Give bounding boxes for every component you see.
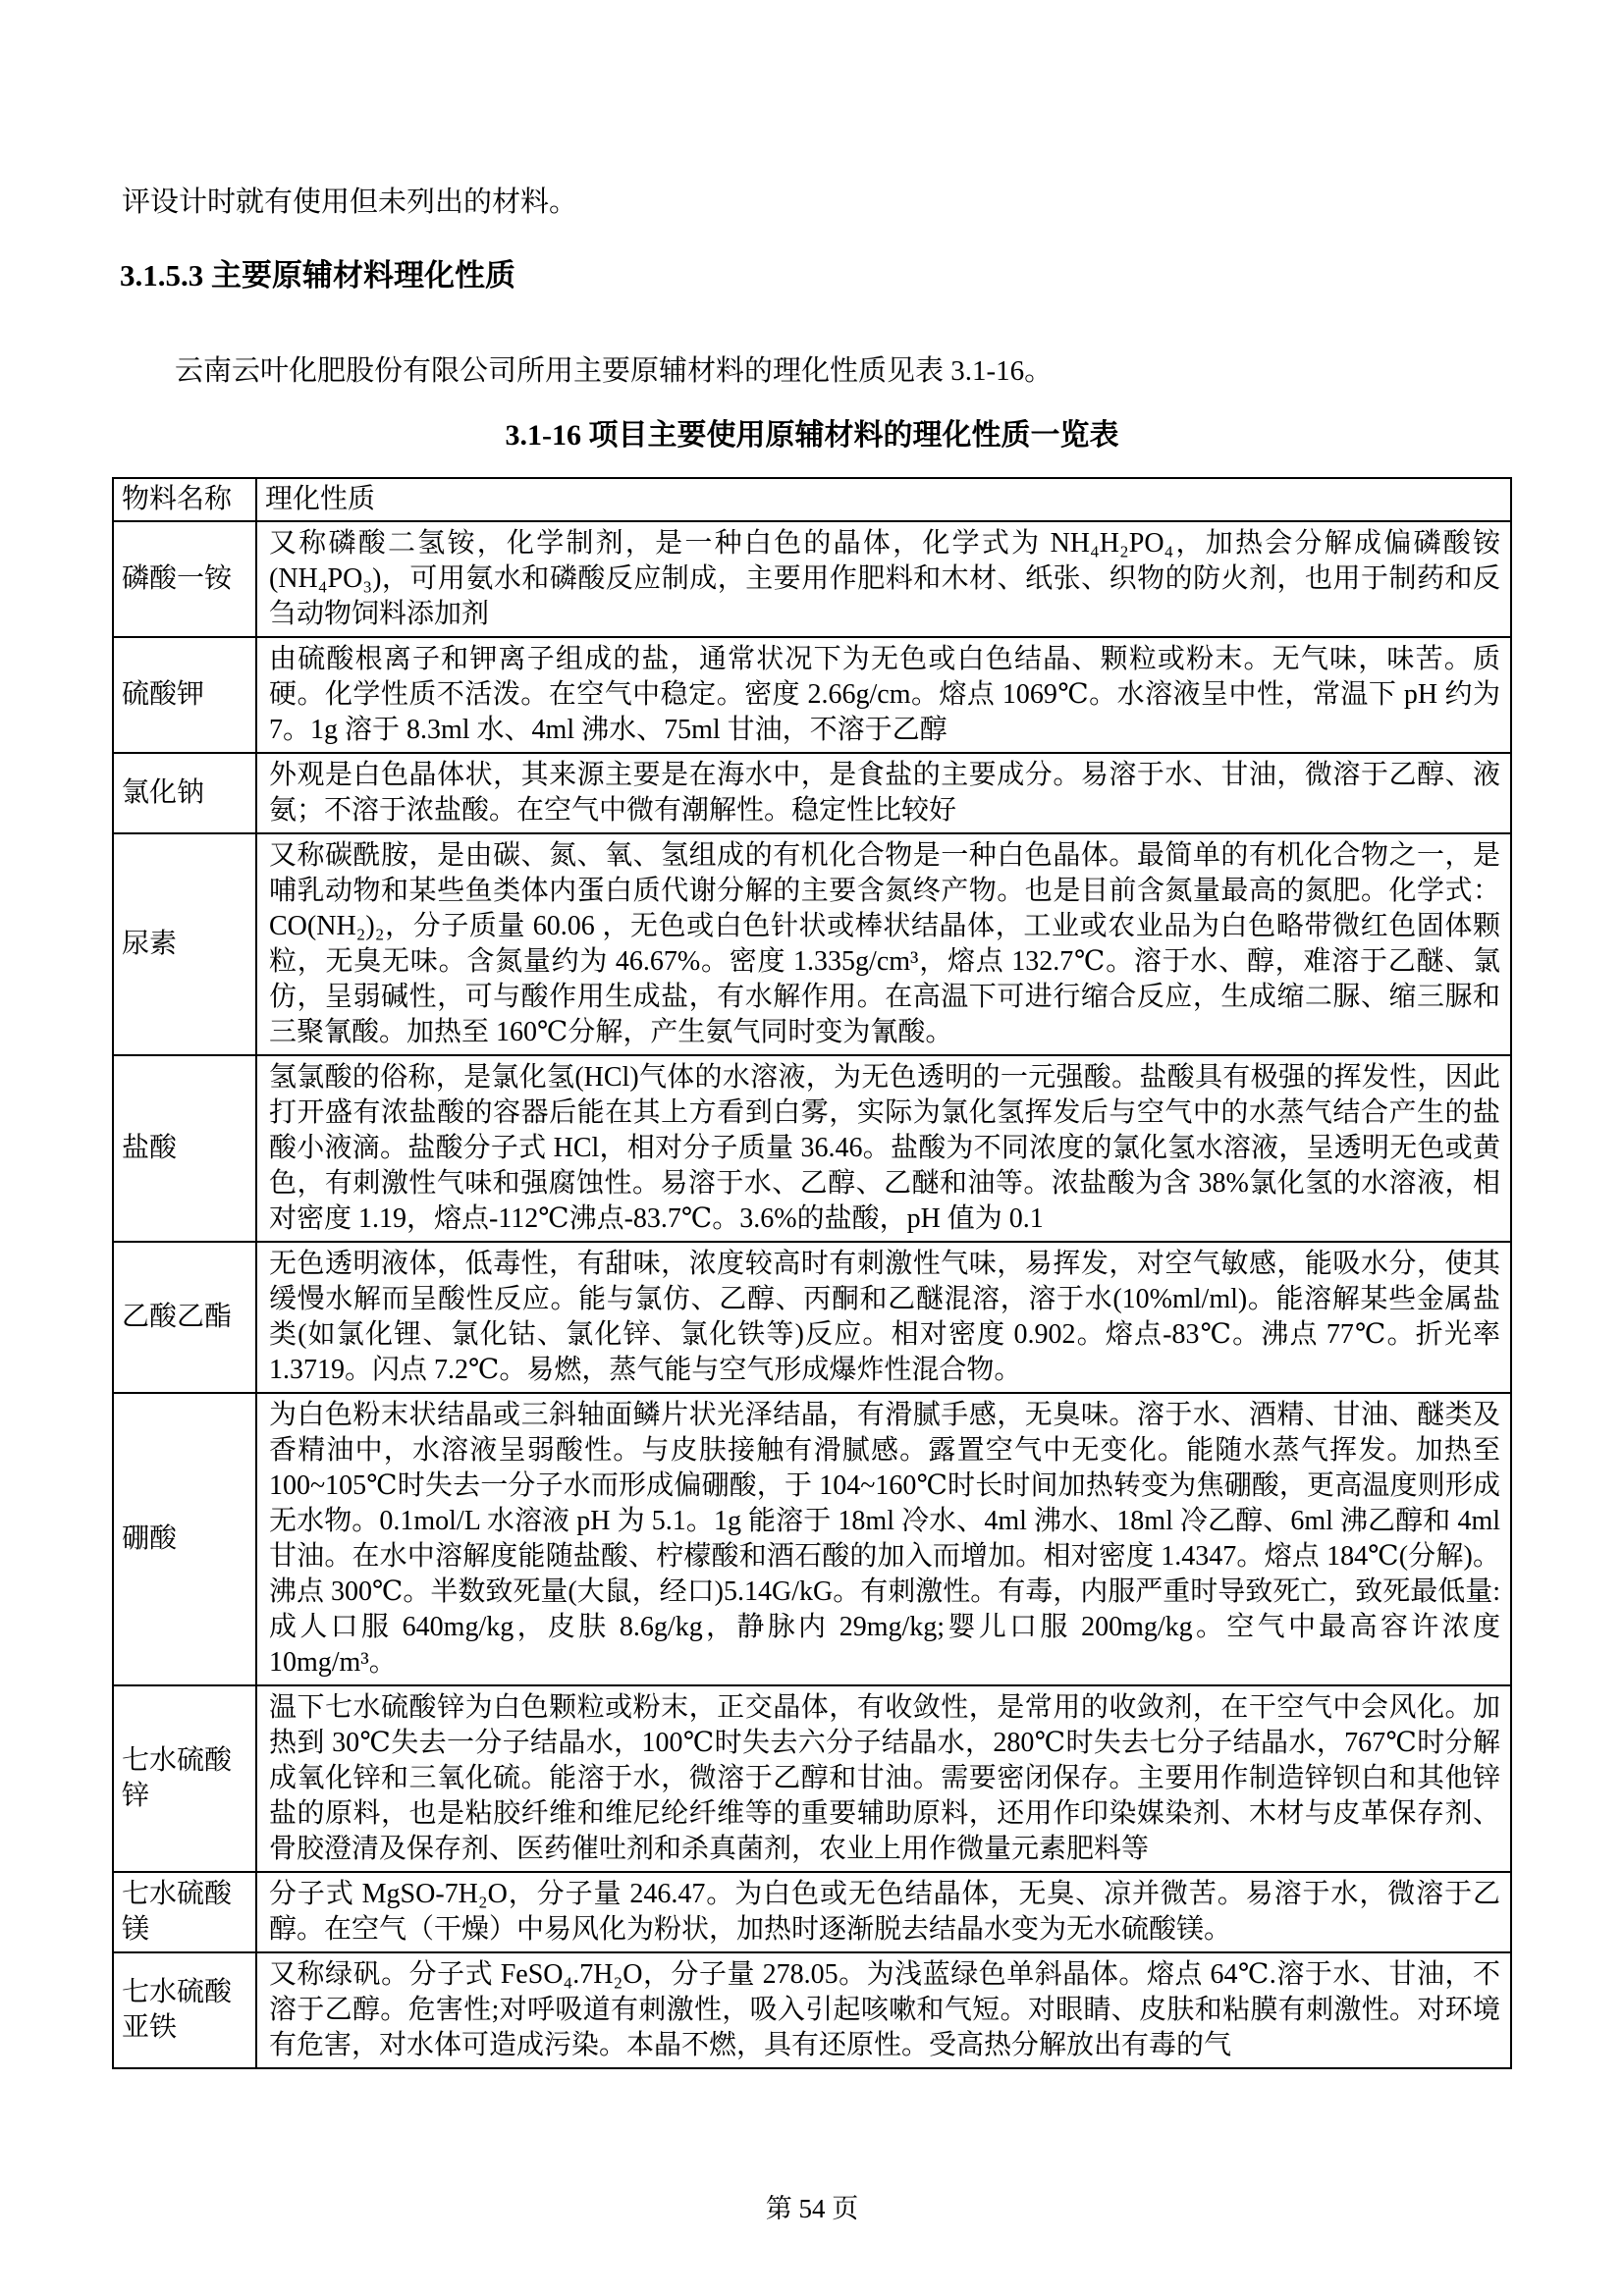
table-row [113,637,1511,753]
material-property: 无色透明液体，低毒性，有甜味，浓度较高时有刺激性气味，易挥发，对空气敏感，能吸水分，使其缓慢水解而呈酸性反应。能与氯仿、乙醇、丙酮和乙醚混溶，溶于水(10%ml/ml)。能溶解某些金属盐类(如氯化锂、氯化钴、氯化锌、氯化铁等)反应。相对密度 0.902。熔点-83℃。沸点 77℃。折光率 1.3719。闪点 7.2℃。易燃，蒸气能与空气形成爆炸性混合物。 [256,1242,1511,1393]
material-name: 盐酸 [113,1055,256,1242]
table-row [113,1952,1511,2068]
materials-table [112,477,1512,2069]
material-property: 分子式 MgSO-7H₂O，分子量 246.47。为白色或无色结晶体，无臭、凉并微苦。易溶于水，微溶于乙醇。在空气（干燥）中易风化为粉状，加热时逐渐脱去结晶水变为无水硫酸镁。 [256,1872,1511,1952]
section-heading: 3.1.5.3 主要原辅材料理化性质 [120,258,515,293]
material-property: 又称绿矾。分子式 FeSO₄.7H₂O，分子量 278.05。为浅蓝绿色单斜晶体。熔点 64℃.溶于水、甘油，不溶于乙醇。危害性;对呼吸道有刺激性，吸入引起咳嗽和气短。对眼睛、皮肤和粘膜有刺激性。对环境有危害，对水体可造成污染。本晶不燃，具有还原性。受高热分解放出有毒的气 [256,1952,1511,2068]
table-row [113,833,1511,1055]
header-material-name: 物料名称 [113,478,256,521]
lead-paragraph: 云南云叶化肥股份有限公司所用主要原辅材料的理化性质见表 3.1-16。 [175,355,1054,387]
material-property: 为白色粉末状结晶或三斜轴面鳞片状光泽结晶，有滑腻手感，无臭味。溶于水、酒精、甘油、醚类及香精油中，水溶液呈弱酸性。与皮肤接触有滑腻感。露置空气中无变化。能随水蒸气挥发。加热至 100~105℃时失去一分子水而形成偏硼酸，于 104~160℃时长时间加热转变为焦硼酸，更高温度则形成无水物。0.1mol/L 水溶液 pH 为 5.1。1g 能溶于 18ml 冷水、4ml 沸水、18ml 冷乙醇、6ml 沸乙醇和 4ml 甘油。在水中溶解度能随盐酸、柠檬酸和酒石酸的加入而增加。相对密度 1.4347。熔点 184℃(分解)。沸点 300℃。半数致死量(大鼠，经口)5.14G/kG。有刺激性。有毒，内服严重时导致死亡，致死最低量:成人口服 640mg/kg，皮肤 8.6g/kg，静脉内 29mg/kg;婴儿口服 200mg/kg。空气中最高容许浓度 10mg/m³。 [256,1393,1511,1685]
table-row [113,1685,1511,1872]
table-row [113,753,1511,833]
table-row [113,1393,1511,1685]
material-property: 又称磷酸二氢铵，化学制剂，是一种白色的晶体，化学式为 NH₄H₂PO₄，加热会分解成偏磷酸铵(NH₄PO₃)，可用氨水和磷酸反应制成，主要用作肥料和木材、纸张、织物的防火剂，也用于制药和反刍动物饲料添加剂 [256,521,1511,637]
table-row [113,521,1511,637]
material-property: 温下七水硫酸锌为白色颗粒或粉末，正交晶体，有收敛性，是常用的收敛剂，在干空气中会风化。加热到 30℃失去一分子结晶水，100℃时失去六分子结晶水，280℃时失去七分子结晶水，767℃时分解成氧化锌和三氧化硫。能溶于水，微溶于乙醇和甘油。需要密闭保存。主要用作制造锌钡白和其他锌盐的原料，也是粘胶纤维和维尼纶纤维等的重要辅助原料，还用作印染媒染剂、木材与皮革保存剂、骨胶澄清及保存剂、医药催吐剂和杀真菌剂，农业上用作微量元素肥料等 [256,1685,1511,1872]
material-name: 七水硫酸镁 [113,1872,256,1952]
table-header-row [113,478,1511,521]
material-name: 硫酸钾 [113,637,256,753]
material-name: 氯化钠 [113,753,256,833]
page-number: 第 54 页 [765,2194,859,2223]
material-property: 氢氯酸的俗称，是氯化氢(HCl)气体的水溶液，为无色透明的一元强酸。盐酸具有极强的挥发性，因此打开盛有浓盐酸的容器后能在其上方看到白雾，实际为氯化氢挥发后与空气中的水蒸气结合产生的盐酸小液滴。盐酸分子式 HCl，相对分子质量 36.46。盐酸为不同浓度的氯化氢水溶液，呈透明无色或黄色，有刺激性气味和强腐蚀性。易溶于水、乙醇、乙醚和油等。浓盐酸为含 38%氯化氢的水溶液，相对密度 1.19，熔点-112℃沸点-83.7℃。3.6%的盐酸，pH 值为 0.1 [256,1055,1511,1242]
material-name: 七水硫酸锌 [113,1685,256,1872]
table-row [113,1242,1511,1393]
table-row [113,1872,1511,1952]
material-name: 磷酸一铵 [113,521,256,637]
table-title: 3.1-16 项目主要使用原辅材料的理化性质一览表 [505,419,1119,452]
intro-text: 评设计时就有使用但未列出的材料。 [122,187,578,218]
material-property: 又称碳酰胺，是由碳、氮、氧、氢组成的有机化合物是一种白色晶体。最简单的有机化合物之一，是哺乳动物和某些鱼类体内蛋白质代谢分解的主要含氮终产物。也是目前含氮量最高的氮肥。化学式：CO(NH₂)₂，分子质量 60.06 ，无色或白色针状或棒状结晶体，工业或农业品为白色略带微红色固体颗粒，无臭无味。含氮量约为 46.67%。密度 1.335g/cm³，熔点 132.7℃。溶于水、醇，难溶于乙醚、氯仿，呈弱碱性，可与酸作用生成盐，有水解作用。在高温下可进行缩合反应，生成缩二脲、缩三脲和三聚氰酸。加热至 160℃分解，产生氨气同时变为氰酸。 [256,833,1511,1055]
material-property: 外观是白色晶体状，其来源主要是在海水中，是食盐的主要成分。易溶于水、甘油，微溶于乙醇、液氨；不溶于浓盐酸。在空气中微有潮解性。稳定性比较好 [256,753,1511,833]
material-name: 乙酸乙酯 [113,1242,256,1393]
material-name: 尿素 [113,833,256,1055]
header-properties: 理化性质 [256,478,1511,521]
material-name: 硼酸 [113,1393,256,1685]
material-name: 七水硫酸亚铁 [113,1952,256,2068]
material-property: 由硫酸根离子和钾离子组成的盐，通常状况下为无色或白色结晶、颗粒或粉末。无气味，味苦。质硬。化学性质不活泼。在空气中稳定。密度 2.66g/cm。熔点 1069℃。水溶液呈中性，常温下 pH 约为 7。1g 溶于 8.3ml 水、4ml 沸水、75ml 甘油，不溶于乙醇 [256,637,1511,753]
table-row [113,1055,1511,1242]
